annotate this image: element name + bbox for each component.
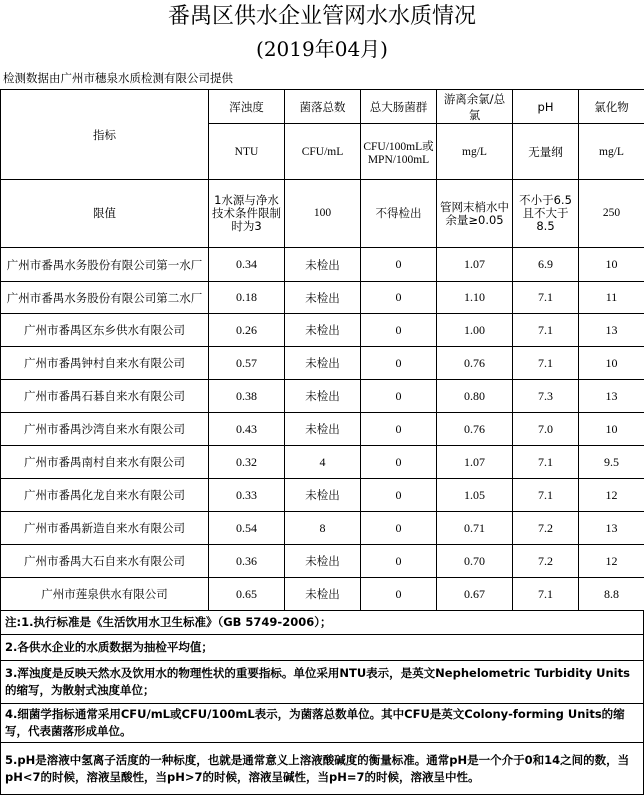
value-ph: 7.1 — [513, 479, 579, 512]
note-text: 3.浑浊度是反映天然水及饮用水的物理性状的重要指标。单位采用NTU表示，是英文Nephelometric Turbidity Units的缩写，为散射式浊度单位； — [1, 661, 644, 704]
limit-ph: 不小于6.5且不大于8.5 — [513, 180, 579, 248]
header-coliform: 总大肠菌群 — [361, 90, 437, 124]
value-chloride: 9.5 — [579, 446, 644, 479]
table-row — [1, 380, 644, 413]
value-chlorine: 0.80 — [437, 380, 513, 413]
limit-colony-count: 100 — [285, 180, 361, 248]
value-chlorine: 1.07 — [437, 446, 513, 479]
note-text: 5.pH是溶液中氢离子活度的一种标度，也就是通常意义上溶液酸碱度的衡量标准。通常pH是一个介于0和14之间的数，当pH<7的时候，溶液呈酸性，当pH>7的时候，溶液呈碱性，当pH=7的时候，溶液呈中性。 — [1, 743, 644, 795]
note-row — [1, 611, 644, 635]
value-chloride: 13 — [579, 314, 644, 347]
supplier-name: 广州市番禺化龙自来水有限公司 — [1, 479, 209, 512]
value-coliform: 0 — [361, 380, 437, 413]
value-chlorine: 1.10 — [437, 282, 513, 314]
value-colony-count: 未检出 — [285, 545, 361, 578]
limit-chloride: 250 — [579, 180, 644, 248]
supplier-name: 广州市番禺水务股份有限公司第二水厂 — [1, 282, 209, 314]
supplier-name: 广州市番禺钟村自来水有限公司 — [1, 347, 209, 380]
value-coliform: 0 — [361, 479, 437, 512]
water-quality-table — [0, 89, 644, 611]
table-row — [1, 347, 644, 380]
value-coliform: 0 — [361, 282, 437, 314]
unit-turbidity: NTU — [209, 124, 285, 180]
value-coliform: 0 — [361, 446, 437, 479]
value-turbidity: 0.65 — [209, 578, 285, 611]
value-turbidity: 0.18 — [209, 282, 285, 314]
value-chlorine: 1.07 — [437, 248, 513, 282]
note-text: 注:1.执行标准是《生活饮用水卫生标准》（GB 5749-2006）； — [1, 611, 644, 635]
value-coliform: 0 — [361, 512, 437, 545]
table-row — [1, 446, 644, 479]
value-coliform: 0 — [361, 248, 437, 282]
supplier-name: 广州市番禺大石自来水有限公司 — [1, 545, 209, 578]
unit-coliform: CFU/100mL或MPN/100mL — [361, 124, 437, 180]
value-chlorine: 0.71 — [437, 512, 513, 545]
value-colony-count: 未检出 — [285, 479, 361, 512]
limit-label: 限值 — [1, 180, 209, 248]
value-turbidity: 0.33 — [209, 479, 285, 512]
value-turbidity: 0.43 — [209, 413, 285, 446]
value-ph: 7.1 — [513, 282, 579, 314]
value-chlorine: 1.00 — [437, 314, 513, 347]
value-chloride: 13 — [579, 380, 644, 413]
value-coliform: 0 — [361, 347, 437, 380]
unit-chloride: mg/L — [579, 124, 644, 180]
value-colony-count: 未检出 — [285, 282, 361, 314]
value-ph: 7.2 — [513, 545, 579, 578]
value-chlorine: 0.76 — [437, 413, 513, 446]
value-turbidity: 0.57 — [209, 347, 285, 380]
value-ph: 7.3 — [513, 380, 579, 413]
value-colony-count: 未检出 — [285, 413, 361, 446]
value-turbidity: 0.32 — [209, 446, 285, 479]
value-turbidity: 0.26 — [209, 314, 285, 347]
table-row — [1, 512, 644, 545]
header-colony-count: 菌落总数 — [285, 90, 361, 124]
table-row — [1, 248, 644, 282]
note-text: 2.各供水企业的水质数据为抽检平均值； — [1, 635, 644, 661]
table-row — [1, 578, 644, 611]
unit-chlorine: mg/L — [437, 124, 513, 180]
header-ph: pH — [513, 90, 579, 124]
note-row — [1, 635, 644, 661]
table-row — [1, 479, 644, 512]
value-colony-count: 未检出 — [285, 347, 361, 380]
value-colony-count: 未检出 — [285, 578, 361, 611]
value-chloride: 8.8 — [579, 578, 644, 611]
value-chloride: 11 — [579, 282, 644, 314]
value-turbidity: 0.54 — [209, 512, 285, 545]
value-chloride: 10 — [579, 413, 644, 446]
value-ph: 7.2 — [513, 512, 579, 545]
limit-chlorine: 管网末梢水中余量≥0.05 — [437, 180, 513, 248]
value-ph: 7.1 — [513, 347, 579, 380]
value-ph: 7.0 — [513, 413, 579, 446]
value-ph: 7.1 — [513, 578, 579, 611]
value-coliform: 0 — [361, 314, 437, 347]
value-colony-count: 未检出 — [285, 248, 361, 282]
note-text: 4.细菌学指标通常采用CFU/mL或CFU/100mL表示，为菌落总数单位。其中CFU是英文Colony-forming Units的缩写，代表菌落形成单位。 — [1, 704, 644, 743]
value-chloride: 10 — [579, 248, 644, 282]
value-chlorine: 1.05 — [437, 479, 513, 512]
header-chlorine: 游离余氯/总氯 — [437, 90, 513, 124]
value-chlorine: 0.67 — [437, 578, 513, 611]
value-colony-count: 8 — [285, 512, 361, 545]
table-row — [1, 413, 644, 446]
data-source-note: 检测数据由广州市穗泉水质检测有限公司提供 — [3, 71, 233, 85]
supplier-name: 广州市番禺南村自来水有限公司 — [1, 446, 209, 479]
value-ph: 7.1 — [513, 314, 579, 347]
notes-table — [0, 610, 644, 795]
value-turbidity: 0.34 — [209, 248, 285, 282]
header-turbidity: 浑浊度 — [209, 90, 285, 124]
supplier-name: 广州市番禺石碁自来水有限公司 — [1, 380, 209, 413]
unit-ph: 无量纲 — [513, 124, 579, 180]
value-coliform: 0 — [361, 413, 437, 446]
value-chloride: 12 — [579, 545, 644, 578]
table-row — [1, 314, 644, 347]
supplier-name: 广州市番禺沙湾自来水有限公司 — [1, 413, 209, 446]
value-turbidity: 0.38 — [209, 380, 285, 413]
unit-colony-count: CFU/mL — [285, 124, 361, 180]
value-ph: 7.1 — [513, 446, 579, 479]
note-row — [1, 704, 644, 743]
value-chloride: 10 — [579, 347, 644, 380]
limit-coliform: 不得检出 — [361, 180, 437, 248]
value-turbidity: 0.36 — [209, 545, 285, 578]
note-row — [1, 743, 644, 795]
note-row — [1, 661, 644, 704]
page-subtitle: (2019年04月) — [256, 37, 388, 61]
header-chloride: 氯化物 — [579, 90, 644, 124]
page-title: 番禺区供水企业管网水水质情况 — [167, 4, 476, 29]
value-chlorine: 0.76 — [437, 347, 513, 380]
value-chlorine: 0.70 — [437, 545, 513, 578]
supplier-name: 广州市番禺新造自来水有限公司 — [1, 512, 209, 545]
value-chloride: 12 — [579, 479, 644, 512]
supplier-name: 广州市番禺水务股份有限公司第一水厂 — [1, 248, 209, 282]
value-chloride: 13 — [579, 512, 644, 545]
value-colony-count: 未检出 — [285, 314, 361, 347]
value-ph: 6.9 — [513, 248, 579, 282]
value-colony-count: 4 — [285, 446, 361, 479]
supplier-name: 广州市莲泉供水有限公司 — [1, 578, 209, 611]
table-row — [1, 545, 644, 578]
table-body — [1, 248, 644, 611]
value-coliform: 0 — [361, 578, 437, 611]
value-colony-count: 未检出 — [285, 380, 361, 413]
limit-turbidity: 1水源与净水技术条件限制时为3 — [209, 180, 285, 248]
value-coliform: 0 — [361, 545, 437, 578]
index-header: 指标 — [1, 90, 209, 180]
supplier-name: 广州市番禺区东乡供水有限公司 — [1, 314, 209, 347]
table-row — [1, 282, 644, 314]
